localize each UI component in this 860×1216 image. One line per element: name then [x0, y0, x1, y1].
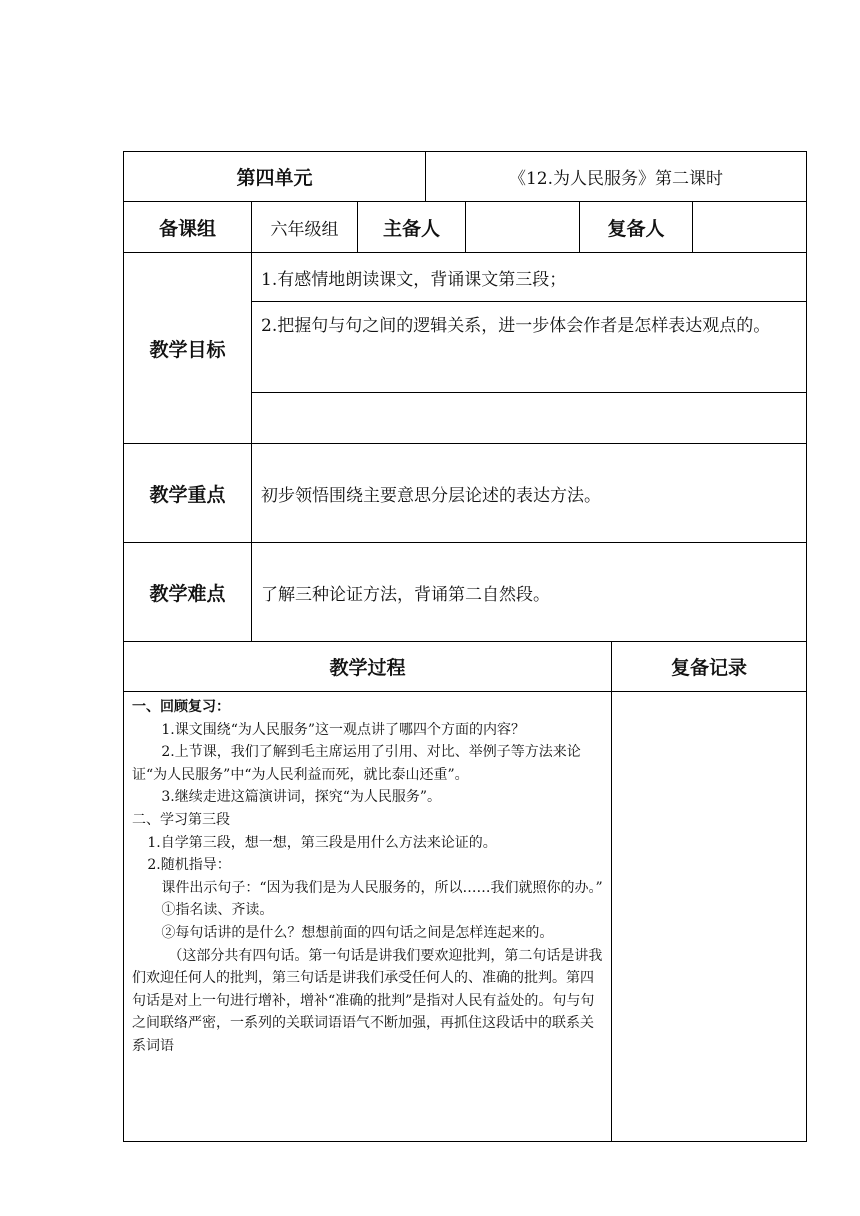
difficulties-label: 教学难点: [149, 582, 226, 605]
group-value-cell: [252, 202, 358, 253]
record-header-cell: [612, 642, 807, 692]
key-points-label: 教学重点: [149, 483, 226, 506]
goal-item-2-cell: [252, 302, 807, 393]
process-body-cell: [124, 692, 612, 1142]
main-preparer-label: 主备人: [382, 217, 440, 240]
goal-item-1-cell: [252, 253, 807, 302]
process-label: 教学过程: [329, 657, 406, 679]
record-body-cell: [612, 692, 807, 1142]
process-line: 2.随机指导：: [147, 857, 231, 874]
key-points-label-cell: [124, 444, 252, 543]
process-line: 3.继续走进这篇演讲词，探究“为人民服务”。: [161, 789, 442, 806]
process-line: 2.上节课，我们了解到毛主席运用了引用、对比、举例子等方法来论证“为人民服务”中“为人民利益而死，就比泰山还重”。: [132, 744, 581, 783]
process-line: （这部分共有四句话。第一句话是讲我们要欢迎批判，第二句话是讲我们欢迎任何人的批判，第三句话是讲我们承受任何人的、准确的批判。第四句话是对上一句进行增补，增补“准确的批判”是指对人民有益处的。句与句之间联络严密，一系列的关联词语语气不断加强，再抓住这段话中的联系关系词语: [132, 947, 603, 1054]
group-value: 六年级组: [270, 219, 339, 240]
main-preparer-value-cell: [466, 202, 580, 253]
group-label-cell: [124, 202, 252, 253]
key-points-text: 初步领悟围绕主要意思分层论述的表达方法。: [261, 485, 601, 506]
reviewer-label-cell: [580, 202, 693, 253]
lesson-plan-table: [123, 151, 807, 1142]
process-line: ①指名读、齐读。: [161, 902, 274, 919]
goal-item-3-cell: [252, 393, 807, 444]
process-line: 1.课文围绕“为人民服务”这一观点讲了哪四个方面的内容？: [161, 721, 526, 738]
record-label: 复备记录: [670, 657, 747, 679]
process-line: 一、回顾复习：: [132, 699, 230, 715]
process-header-cell: [124, 642, 612, 692]
goals-label-cell: [124, 253, 252, 444]
goal-item-2: 2.把握句与句之间的逻辑关系，进一步体会作者是怎样表达观点的。: [261, 316, 771, 336]
unit-title: 第四单元: [236, 167, 313, 189]
lesson-title: 《12.为人民服务》第二课时: [508, 169, 724, 189]
key-points-cell: [252, 444, 807, 543]
group-label: 备课组: [158, 217, 216, 240]
lesson-cell: [426, 152, 807, 202]
difficulties-cell: [252, 543, 807, 642]
reviewer-label: 复备人: [607, 217, 665, 240]
process-line: 二、学习第三段: [132, 811, 230, 828]
difficulties-text: 了解三种论证方法，背诵第二自然段。: [261, 584, 550, 605]
main-preparer-label-cell: [358, 202, 466, 253]
reviewer-value-cell: [693, 202, 807, 253]
difficulties-label-cell: [124, 543, 252, 642]
goals-label: 教学目标: [149, 338, 226, 361]
process-line: 1.自学第三段，想一想，第三段是用什么方法来论证的。: [147, 834, 497, 851]
goal-item-1: 1.有感情地朗读课文，背诵课文第三段；: [261, 269, 567, 290]
unit-cell: [124, 152, 426, 202]
process-line: ②每句话讲的是什么？想想前面的四句话之间是怎样连起来的。: [161, 924, 554, 941]
process-line: 课件出示句子：“因为我们是为人民服务的，所以……我们就照你的办。”: [161, 879, 603, 896]
